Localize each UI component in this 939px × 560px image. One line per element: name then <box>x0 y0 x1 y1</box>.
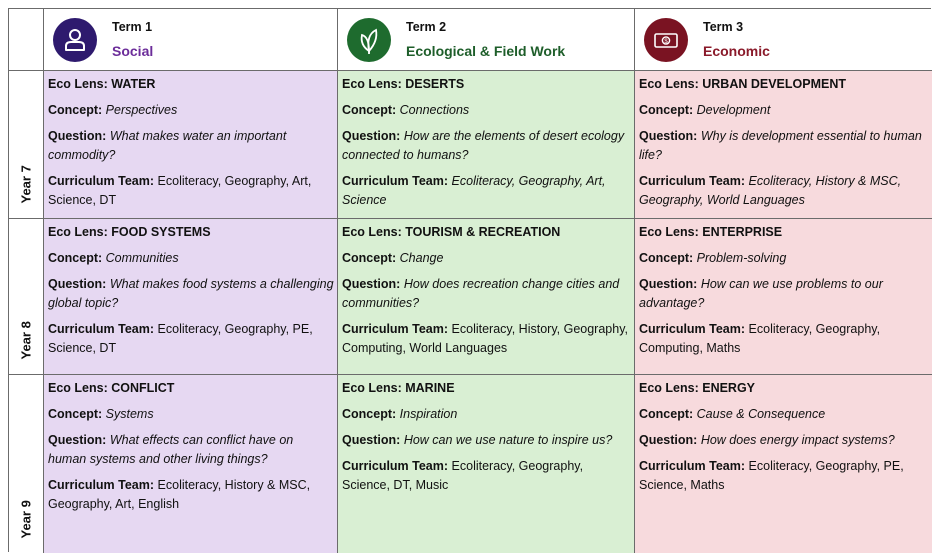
concept: Concept: Change <box>342 251 444 265</box>
term-label: Term 1 <box>112 20 153 34</box>
question: Question: Why is development essential to human life? <box>639 129 922 162</box>
question: Question: What makes food systems a challenging global topic? <box>48 277 334 310</box>
theme-label: Social <box>112 43 154 59</box>
theme-label: Ecological & Field Work <box>406 43 566 59</box>
concept: Concept: Development <box>639 103 771 117</box>
cell-year8-term3 <box>635 219 932 375</box>
curriculum-team: Curriculum Team: Ecoliteracy, Geography, Art, Science <box>342 174 606 207</box>
cell-year7-term2 <box>338 71 635 219</box>
eco-lens: Eco Lens: CONFLICT <box>48 381 175 395</box>
curriculum-team: Curriculum Team: Ecoliteracy, Geography, PE, Science, Maths <box>639 459 904 492</box>
curriculum-team: Curriculum Team: Ecoliteracy, History & MSC, Geography, World Languages <box>639 174 902 207</box>
concept: Concept: Systems <box>48 407 154 421</box>
eco-lens: Eco Lens: ENERGY <box>639 381 756 395</box>
cell-year9-term3 <box>635 375 932 553</box>
year-8-label-cell <box>9 219 44 375</box>
eco-lens: Eco Lens: DESERTS <box>342 77 465 91</box>
leaf-icon <box>347 18 391 62</box>
curriculum-team: Curriculum Team: Ecoliteracy, Geography, PE, Science, DT <box>48 322 313 355</box>
curriculum-team: Curriculum Team: Ecoliteracy, Geography, Science, DT, Music <box>342 459 584 492</box>
concept: Concept: Problem-solving <box>639 251 787 265</box>
year-label: Year 9 <box>18 500 34 539</box>
svg-text:$: $ <box>664 38 668 45</box>
term-label: Term 2 <box>406 20 447 34</box>
term-label: Term 3 <box>703 20 744 34</box>
money-icon <box>644 18 688 62</box>
eco-lens: Eco Lens: WATER <box>48 77 156 91</box>
eco-lens: Eco Lens: FOOD SYSTEMS <box>48 225 211 239</box>
cell-year7-term1 <box>44 71 338 219</box>
concept: Concept: Communities <box>48 251 179 265</box>
question: Question: How can we use problems to our advantage? <box>639 277 883 310</box>
person-icon <box>53 18 97 62</box>
curriculum-team: Curriculum Team: Ecoliteracy, Geography, Art, Science, DT <box>48 174 312 207</box>
question: Question: How does recreation change cities and communities? <box>342 277 620 310</box>
cell-year9-term1 <box>44 375 338 553</box>
curriculum-team: Curriculum Team: Ecoliteracy, History & MSC, Geography, Art, English <box>48 478 311 511</box>
term-3-header <box>635 9 932 71</box>
curriculum-team: Curriculum Team: Ecoliteracy, History, Geography, Computing, World Languages <box>342 322 628 355</box>
concept: Concept: Perspectives <box>48 103 178 117</box>
cell-year9-term2 <box>338 375 635 553</box>
curriculum-team: Curriculum Team: Ecoliteracy, Geography, Computing, Maths <box>639 322 881 355</box>
question: Question: How are the elements of desert ecology connected to humans? <box>342 129 625 162</box>
year-label: Year 8 <box>18 321 34 360</box>
year-7-label-cell <box>9 71 44 219</box>
concept: Concept: Cause & Consequence <box>639 407 826 421</box>
cell-year8-term1 <box>44 219 338 375</box>
question: Question: How does energy impact systems? <box>639 433 895 447</box>
theme-label: Economic <box>703 43 770 59</box>
question: Question: What makes water an important commodity? <box>48 129 287 162</box>
eco-lens: Eco Lens: MARINE <box>342 381 455 395</box>
year-9-label-cell <box>9 375 44 553</box>
question: Question: How can we use nature to inspire us? <box>342 433 613 447</box>
corner-cell <box>9 9 44 71</box>
curriculum-table <box>8 8 931 552</box>
term-1-header <box>44 9 338 71</box>
eco-lens: Eco Lens: TOURISM & RECREATION <box>342 225 561 239</box>
eco-lens: Eco Lens: URBAN DEVELOPMENT <box>639 77 846 91</box>
question: Question: What effects can conflict have on human systems and other living things? <box>48 433 294 466</box>
cell-year7-term3 <box>635 71 932 219</box>
concept: Concept: Inspiration <box>342 407 458 421</box>
cell-year8-term2 <box>338 219 635 375</box>
year-label: Year 7 <box>18 165 34 204</box>
term-2-header <box>338 9 635 71</box>
concept: Concept: Connections <box>342 103 470 117</box>
eco-lens: Eco Lens: ENTERPRISE <box>639 225 783 239</box>
